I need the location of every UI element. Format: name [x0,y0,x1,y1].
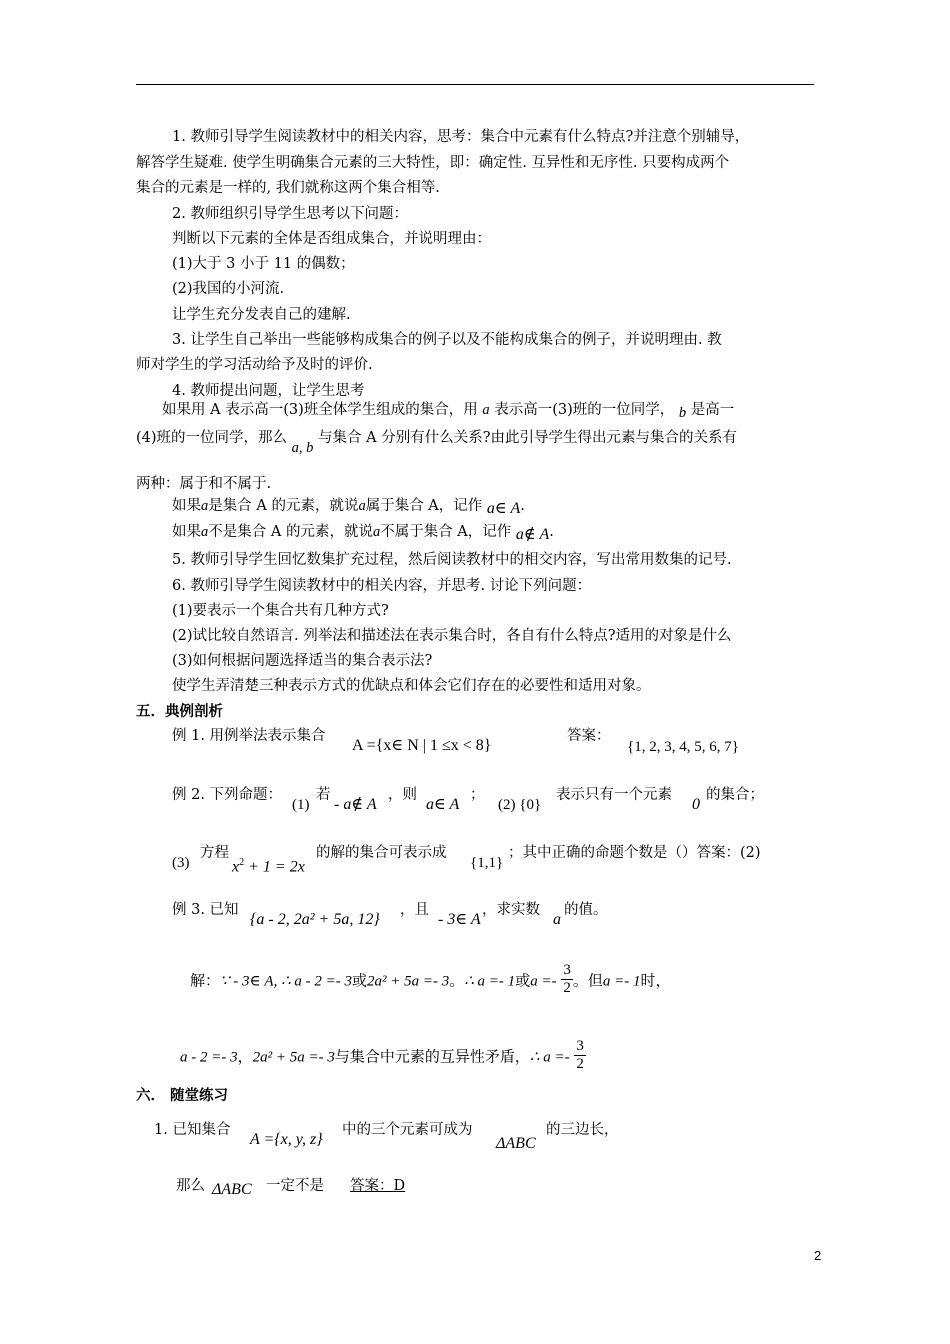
para-3-line-2: 师对学生的学习活动给予及时的评价. [136,357,373,373]
practice-1-triangle: ΔABC [496,1135,536,1152]
example-2-item-3: (3) [172,855,190,871]
fraction-three-halves: $\frac{3}{2}$ [563,962,571,996]
para-2-line-5: 让学生充分发表自己的建解. [172,307,351,323]
not-element-of-relation: a∉ A [515,526,550,543]
para-2-line-1: 2. 教师组织引导学生思考以下问题： [172,206,408,222]
example-1-label: 例 1. 用例举法表示集合 [172,728,326,744]
example-2-item-2: (2) {0} [498,797,542,813]
para-6-line-4: (3)如何根据问题选择适当的集合表示法? [172,653,433,669]
var-ab: a, b [291,440,314,456]
para-4-line-2: 如果用 A 表示高一(3)班全体学生组成的集合，用 a 表示高一(3)班的一位同学， b 是高一 [162,402,735,421]
para-2-line-4: (2)我国的小河流. [172,281,285,297]
var-b: b [678,405,687,421]
page-number: 2 [814,1248,822,1263]
element-of-relation: a∈ A [486,500,521,517]
para-4-line-5: 如果a是集合 A 的元素，就说a属于集合 A，记作 a∈ A. [172,498,525,517]
example-2-equation: $x^2 + 1 = 2x$ [232,857,305,876]
solution-line-1: 解：∵ - 3∈ A, ∴ a - 2 =- 3或2a² + 5a =- 3。∴ a =- 1或a =- $\frac{3}{2}$ 。但a =- 1时， [190,962,671,996]
example-2-solution-text: 的解的集合可表示成 [316,845,447,861]
example-2-zero: 0 [692,796,700,813]
example-1-answer-set: {1, 2, 3, 4, 5, 6, 7} [627,739,739,755]
example-2-premise: - a∉ A [334,796,377,813]
header-rule [136,84,814,85]
para-1-line-2: 解答学生疑难. 使学生明确集合元素的三大特性，即：确定性. 互异性和无序性. 只要构成两个 [136,155,730,171]
heading-examples: 五．典例剖析 [136,703,223,720]
para-6-line-3: (2)试比较自然语言. 列举法和描述法在表示集合时，各自有什么特点?适用的对象是什么 [172,628,732,644]
example-2-conclusion: a∈ A [426,796,460,813]
practice-1-question-start: 那么 [176,1178,205,1194]
practice-1-text: 中的三个元素可成为 [342,1122,473,1138]
para-6-line-1: 6. 教师引导学生阅读教材中的相关内容，并思考. 讨论下列问题： [172,578,592,594]
para-4-line-6: 如果a不是集合 A 的元素，就说a不属于集合 A，记作 a∉ A. [172,524,554,543]
para-4-line-4: 两种：属于和不属于. [136,476,272,492]
example-3-set: {a - 2, 2a² + 5a, 12} [250,911,380,928]
fraction-three-halves-final: $\frac{3}{2}$ [576,1038,584,1072]
para-1-line-3: 集合的元素是一样的, 我们就称这两个集合相等. [136,180,440,196]
practice-1-question-end: 一定不是 [266,1178,324,1194]
para-2-line-2: 判断以下元素的全体是否组成集合，并说明理由： [172,231,491,247]
example-2-item-1: (1) [292,797,310,813]
example-2-if: 若 [316,787,331,803]
example-2-label: 例 2. 下列命题： [172,787,283,803]
example-1-set-builder: A ={x∈ N | 1 ≤x < 8} [352,737,492,754]
example-2-equation-label: 方程 [200,845,229,861]
para-5: 5. 教师引导学生回忆数集扩充过程，然后阅读教材中的相交内容，写出常用数集的记号. [172,552,732,568]
solution-line-2: a - 2 =- 3，2a² + 5a =- 3与集合中元素的互异性矛盾，∴ a =- $\frac{3}{2}$ [180,1038,584,1072]
practice-1-label: 1. 已知集合 [154,1122,231,1138]
var-a: a [482,402,490,418]
practice-1-end: 的三边长， [546,1122,619,1138]
example-3-end: 的值。 [564,902,608,918]
example-2-solution-set: {1,1} [470,855,504,871]
para-6-line-2: (1)要表示一个集合共有几种方式? [172,603,389,619]
example-3-condition: - 3∈ A [438,911,481,928]
para-6-line-5: 使学生弄清楚三种表示方式的优缺点和体会它们存在的必要性和适用对象。 [172,678,651,694]
practice-1-question-triangle: ΔABC [212,1181,252,1198]
example-3-find: ，求实数 [482,902,540,918]
example-1-answer-label: 答案： [567,728,611,744]
para-1-line-1: 1. 教师引导学生阅读教材中的相关内容，思考：集合中元素有什么特点?并注意个别辅导， [172,129,750,145]
example-2-semicolon: ； [470,787,485,803]
heading-practice: 六． 随堂练习 [136,1087,229,1104]
example-2-then: ，则 [388,787,417,803]
example-3-var-a: a [553,911,561,928]
example-2-item-2-end: 的集合； [706,787,764,803]
example-2-question-answer: ；其中正确的命题个数是（）答案：(2) [508,845,761,861]
practice-1-answer: 答案：D [350,1178,406,1194]
para-4-line-1: 4. 教师提出问题，让学生思考 [172,383,365,399]
para-2-line-3: (1)大于 3 小于 11 的偶数； [172,256,355,272]
example-3-label: 例 3. 已知 [172,902,239,918]
example-2-item-2-text: 表示只有一个元素 [556,787,672,803]
example-3-and: ，且 [400,902,429,918]
practice-1-set: A ={x, y, z} [250,1131,323,1148]
para-3-line-1: 3. 让学生自己举出一些能够构成集合的例子以及不能构成集合的例子，并说明理由. 教 [172,332,722,348]
para-4-line-3: (4)班的一位同学，那么 a, b 与集合 A 分别有什么关系?由此引导学生得出元素与集合的关系有 [136,430,737,456]
